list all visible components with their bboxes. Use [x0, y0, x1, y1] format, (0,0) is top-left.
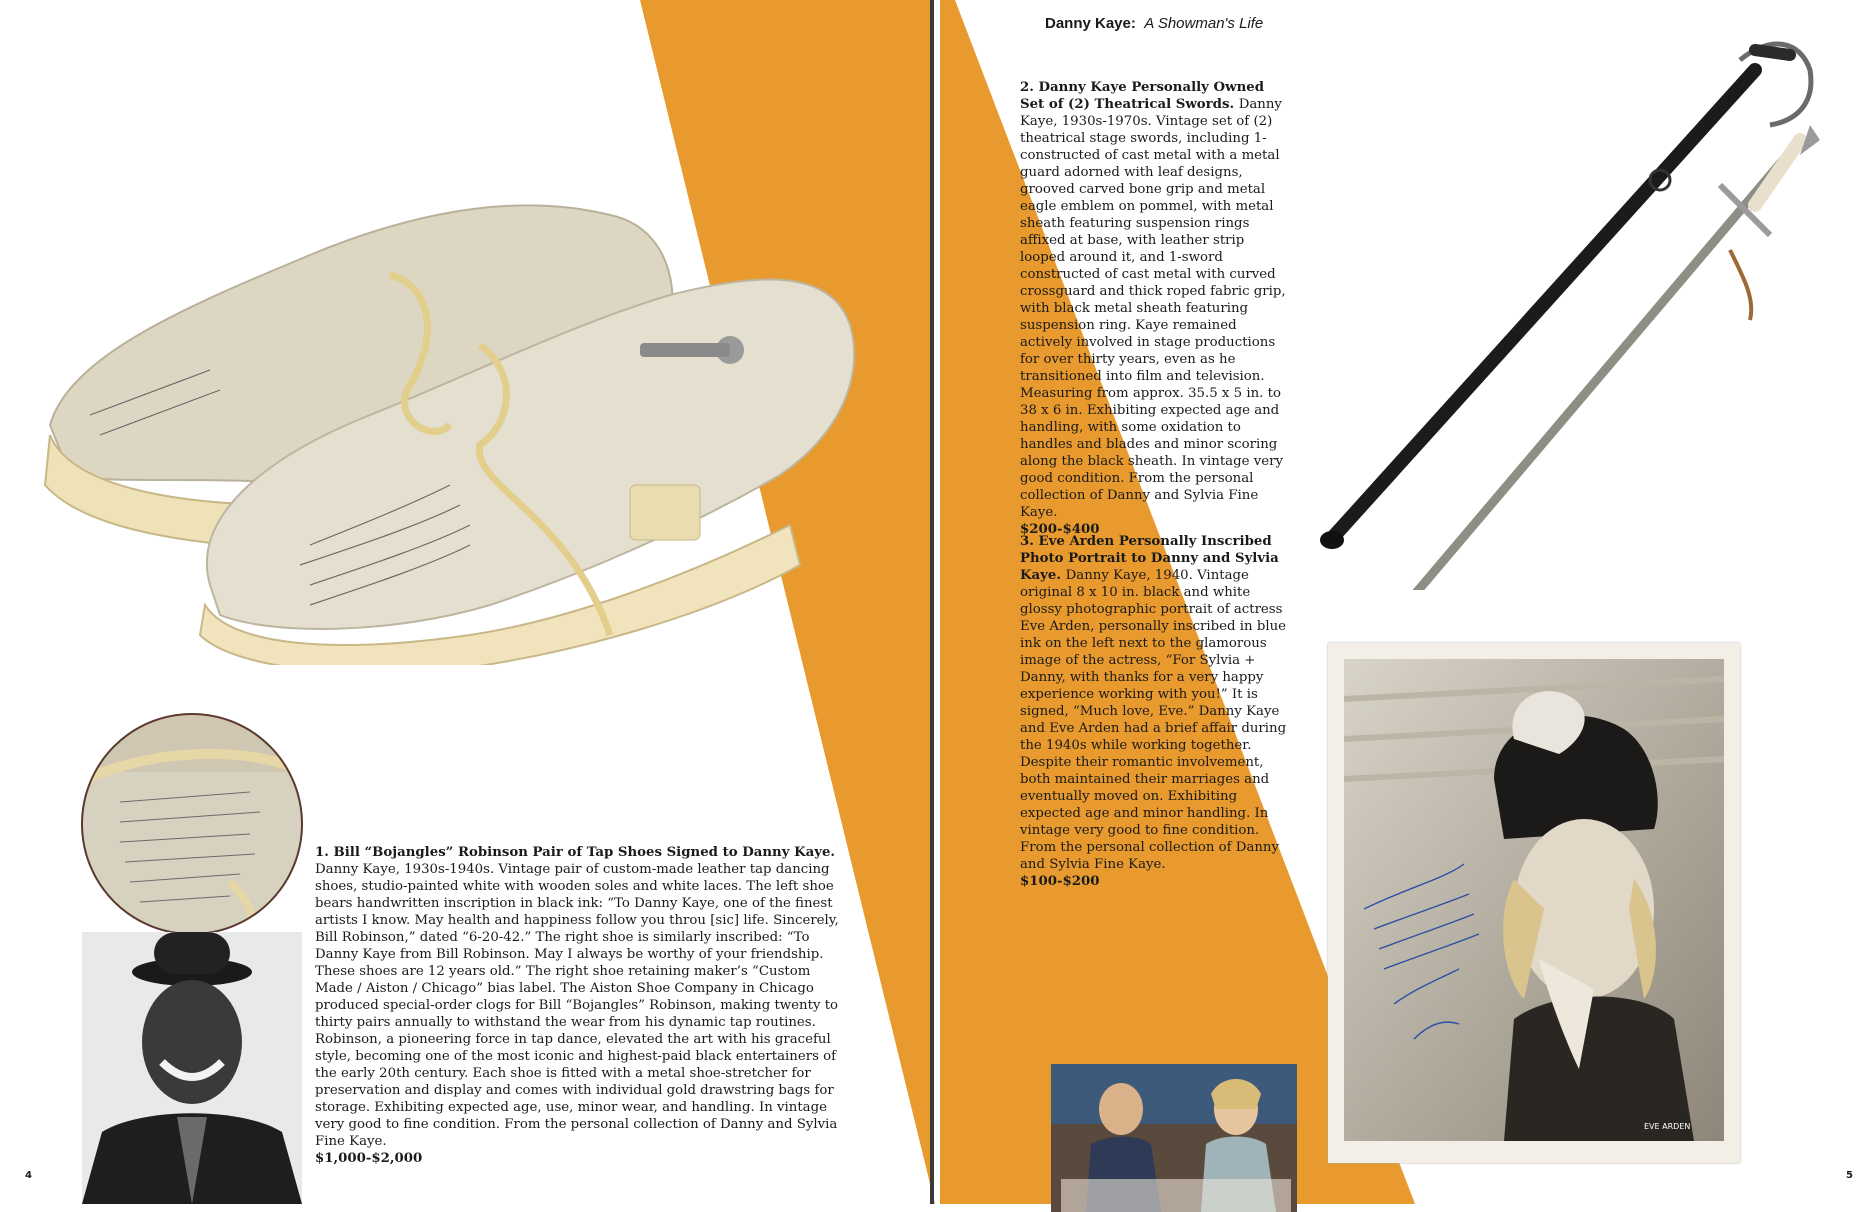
lot-1-body: Danny Kaye, 1930s-1940s. Vintage pair of custom-made leather tap dancing shoes, studio-painted white with wooden soles and white laces. The left shoe bears handwritten inscription in black ink: “To Danny Kaye, one of the finest artists I know. May health and happiness follow you throu [sic] life. Sincerely, Bill Robinson,” dated “6-20-42.” The right shoe is similarly inscribed: “To Danny Kaye from Bill Robinson. May I always be worthy of your friendship. These shoes are 12 years old.” The right shoe retaining maker’s “Custom Made / Aiston / Chicago” bias label. The Aiston Shoe Company in Chicago produced special-order clogs for Bill “Bojangles” Robinson, making twenty to thirty pairs annually to withstand the wear from his dynamic tap routines. Robinson, a pioneering force in tap dance, elevated the art with his graceful style, becoming one of the most iconic and highest-paid black entertainers of the early 20th century. Each shoe is fitted with a metal shoe-stretcher for preservation and display and comes with individual gold drawstring bags for storage. Exhibiting expected age, use, minor wear, and handling. In vintage very good to fine condition. From the personal collection of Danny and Sylvia Fine Kaye.	[315, 862, 839, 1149]
lot-2-body: Danny Kaye, 1930s-1970s. Vintage set of (2) theatrical stage swords, including 1-constructed of cast metal with a metal guard adorned with leaf designs, grooved carved bone grip and metal eagle emblem on pommel, with metal sheath featuring suspension rings affixed at base, with leather strip looped around it, and 1-sword constructed of cast metal with curved crossguard and thick roped fabric grip, with black metal sheath featuring suspension ring. Kaye remained actively involved in stage productions for over thirty years, even as he transitioned into film and television. Measuring from approx. 35.5 x 5 in. to 38 x 6 in. Exhibiting expected age and handling, with some oxidation to handles and blades and minor scoring along the black sheath. In vintage very good condition. From the personal collection of Danny and Sylvia Fine Kaye.	[1020, 97, 1286, 520]
film-still-photo	[1051, 1064, 1297, 1212]
header-name: Danny Kaye:	[1045, 15, 1136, 32]
header-subtitle: A Showman's Life	[1144, 15, 1264, 32]
eve-arden-portrait-image	[1344, 659, 1724, 1141]
lot-3-price: $100-$200	[1020, 874, 1100, 889]
lot-3-description	[1020, 533, 1290, 890]
lot-1-price: $1,000-$2,000	[315, 1151, 423, 1166]
eve-arden-photo	[1328, 643, 1740, 1163]
lot-2-price: $200-$400	[1020, 522, 1100, 537]
tap-shoes-photo	[10, 185, 870, 665]
page-number-right: 5	[1846, 1170, 1853, 1181]
lot-1-title: 1. Bill “Bojangles” Robinson Pair of Tap Shoes Signed to Danny Kaye.	[315, 845, 836, 860]
running-header	[1045, 15, 1263, 32]
page-number-left: 4	[25, 1170, 32, 1181]
book-spine	[930, 0, 934, 1204]
bill-robinson-portrait	[82, 932, 302, 1204]
lot-1-description	[315, 844, 847, 1167]
theatrical-swords-photo	[1300, 30, 1860, 590]
lot-2-title: 2. Danny Kaye Personally Owned Set of (2) Theatrical Swords.	[1020, 80, 1264, 112]
photo-stamp: EVE ARDEN	[1644, 1122, 1691, 1131]
lot-3-title: 3. Eve Arden Personally Inscribed Photo Portrait to Danny and Sylvia Kaye.	[1020, 534, 1279, 583]
lot-3-body: Danny Kaye, 1940. Vintage original 8 x 10 in. black and white glossy photographic portrait of actress Eve Arden, personally inscribed in blue ink on the left next to the glamorous image of the actress, “For Sylvia + Danny, with thanks for a very happy experience working with you!” It is signed, “Much love, Eve.” Danny Kaye and Eve Arden had a brief affair during the 1940s while working together. Despite their romantic involvement, both maintained their marriages and eventually moved on. Exhibiting expected age and minor handling. In vintage very good to fine condition. From the personal collection of Danny and Sylvia Fine Kaye.	[1020, 568, 1287, 872]
shoe-inscription-detail	[80, 712, 305, 937]
lot-2-description	[1020, 79, 1290, 538]
